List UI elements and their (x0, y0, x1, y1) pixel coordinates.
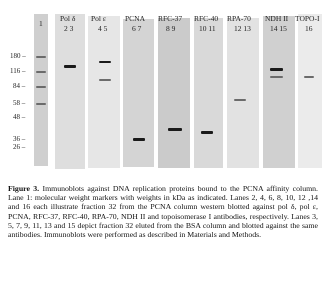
band-marker-180 (36, 56, 46, 58)
blot-strip-pol-delta (55, 14, 85, 169)
band-marker-116 (36, 71, 46, 73)
band-pol-epsilon-2 (99, 79, 111, 81)
band-ndh2-2 (270, 76, 283, 78)
mw-label-58: 58 – (13, 99, 26, 107)
band-ndh2-1 (270, 68, 283, 71)
band-topo1 (304, 76, 314, 78)
band-marker-58 (36, 103, 46, 105)
antibody-label-pol-epsilon: Pol ε (91, 14, 107, 23)
antibody-label-pol-delta: Pol δ (60, 14, 76, 23)
band-rfc37 (168, 128, 182, 131)
mw-label-84: 84 – (13, 82, 26, 90)
band-pol-delta (64, 65, 76, 68)
band-pcna (133, 138, 145, 141)
blot-strip-topo1 (298, 14, 322, 168)
lane-number-marker: 1 (39, 19, 43, 28)
antibody-label-rfc37: RFC-37 (158, 14, 183, 23)
band-marker-84 (36, 86, 46, 88)
marker-lane-strip (34, 14, 48, 166)
band-rfc40 (201, 131, 213, 134)
figure-caption-text: Immunoblots against DNA replication proteins bound to the PCNA affinity column. Lane 1: molecular weight markers with weights in kDa as indicated. Lanes 2, 4, 6, 8, 10, 12 ,14 and 16 each illustrate fraction 32 from the PCNA column western blotted against pol δ, pol ε, PCNA, RFC-37, RFC-40, RPA-70, NDH II and topoisomerase I antibodies, respectively. Lanes 3, 5, 7, 9, 11, 13 and 15 depict fraction 32 eluted from the BSA column and blotted against the same antibodies. Immunoblots were performed as described in Materials and Methods. (8, 184, 319, 240)
blot-strip-ndh2 (263, 16, 295, 168)
blot-strip-rfc40 (194, 18, 223, 168)
lane-numbers-pcna: 6 7 (132, 24, 142, 33)
blot-strip-rpa70 (227, 18, 259, 168)
lane-numbers-pol-epsilon: 4 5 (98, 24, 108, 33)
mw-label-26: 26 – (13, 143, 26, 151)
antibody-label-rpa70: RPA-70 (227, 14, 251, 23)
lane-numbers-ndh2: 14 15 (270, 24, 287, 33)
figure-caption-label: Figure 3. (8, 184, 40, 193)
lane-numbers-rpa70: 12 13 (234, 24, 251, 33)
immunoblot-figure (8, 6, 322, 176)
blot-strip-pol-epsilon (88, 16, 120, 168)
mw-label-48: 48 – (13, 113, 26, 121)
antibody-label-ndh2: NDH II (265, 14, 289, 23)
mw-label-116: 116 – (10, 67, 26, 75)
lane-numbers-topo1: 16 (305, 24, 313, 33)
lane-numbers-rfc40: 10 11 (199, 24, 216, 33)
mw-label-36: 36 – (13, 135, 26, 143)
blot-strip-rfc37 (158, 18, 190, 168)
band-rpa70 (234, 99, 246, 101)
band-pol-epsilon-1 (99, 61, 111, 63)
antibody-label-pcna: PCNA (125, 14, 146, 23)
blot-strip-pcna (123, 19, 154, 167)
antibody-label-topo1: TOPO-I (295, 14, 320, 23)
lane-numbers-rfc37: 8 9 (166, 24, 176, 33)
antibody-label-rfc40: RFC-40 (194, 14, 219, 23)
lane-numbers-pol-delta: 2 3 (64, 24, 74, 33)
mw-label-180: 180 – (10, 52, 26, 60)
figure-caption (8, 184, 318, 239)
